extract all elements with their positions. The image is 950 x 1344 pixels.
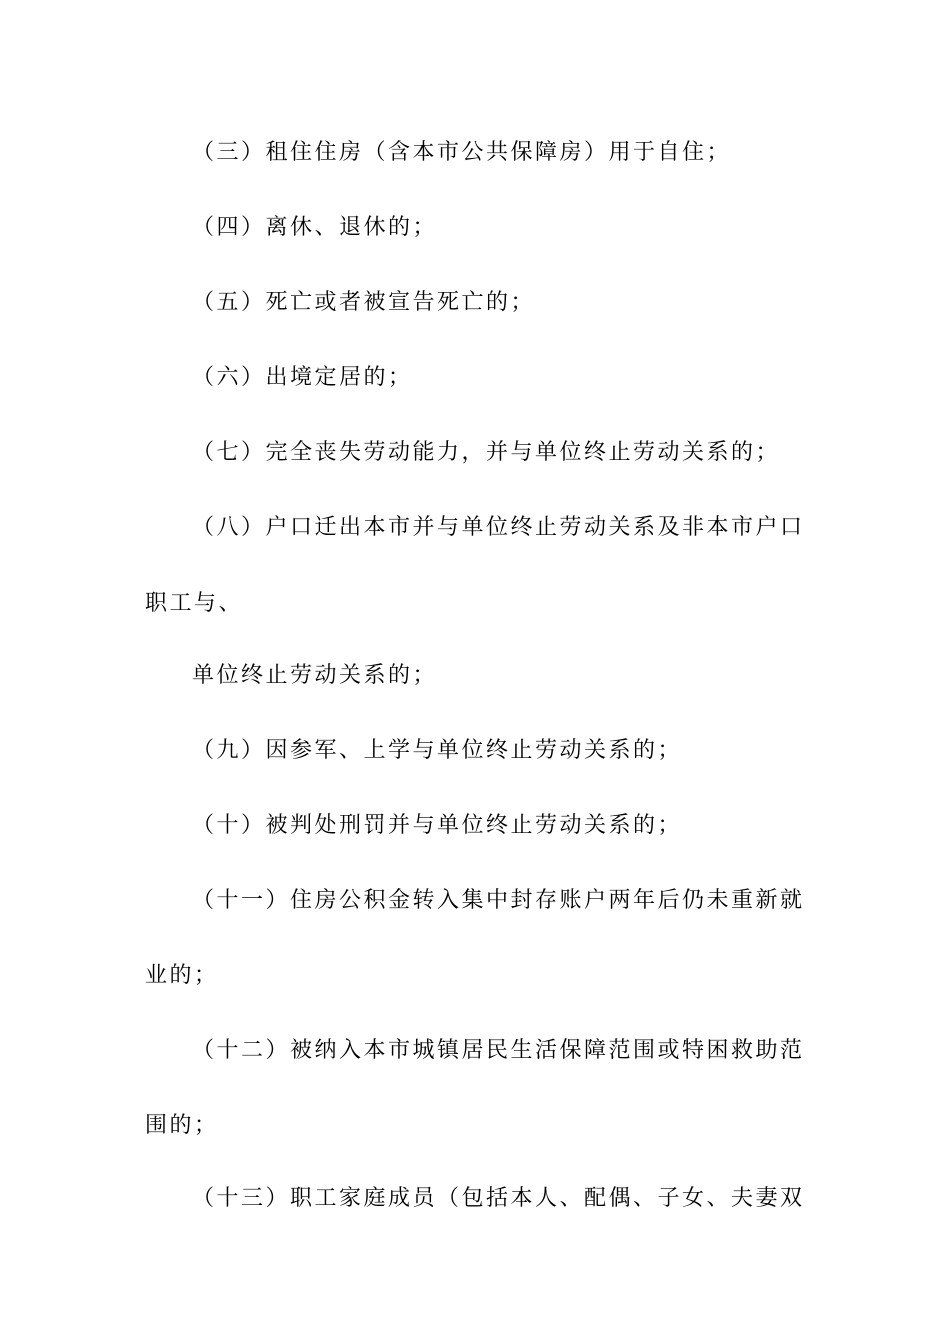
clause-12-continuation: 围的； — [145, 1113, 219, 1138]
clause-8-text: （八）户口迁出本市并与单位终止劳动关系及非本市户口 — [192, 515, 805, 540]
clause-10-text: （十）被判处刑罚并与单位终止劳动关系的； — [192, 813, 683, 838]
clause-11-continuation: 业的； — [145, 963, 219, 988]
clause-8-continuation-2: 单位终止劳动关系的； — [192, 663, 438, 688]
clause-9-text: （九）因参军、上学与单位终止劳动关系的； — [192, 738, 683, 763]
clause-4-text: （四）离休、退休的； — [192, 215, 438, 240]
clause-11-text: （十一）住房公积金转入集中封存账户两年后仍未重新就 — [192, 888, 805, 913]
clause-5-text: （五）死亡或者被宣告死亡的； — [192, 290, 536, 315]
clause-3-text: （三）租住住房（含本市公共保障房）用于自住； — [192, 140, 732, 165]
clause-6-text: （六）出境定居的； — [192, 365, 413, 390]
clause-12-text: （十二）被纳入本市城镇居民生活保障范围或特困救助范 — [192, 1038, 805, 1063]
clause-7-text: （七）完全丧失劳动能力，并与单位终止劳动关系的； — [192, 440, 781, 465]
clause-13-text: （十三）职工家庭成员（包括本人、配偶、子女、夫妻双 — [192, 1186, 805, 1211]
clause-8-continuation: 职工与、 — [145, 591, 244, 616]
